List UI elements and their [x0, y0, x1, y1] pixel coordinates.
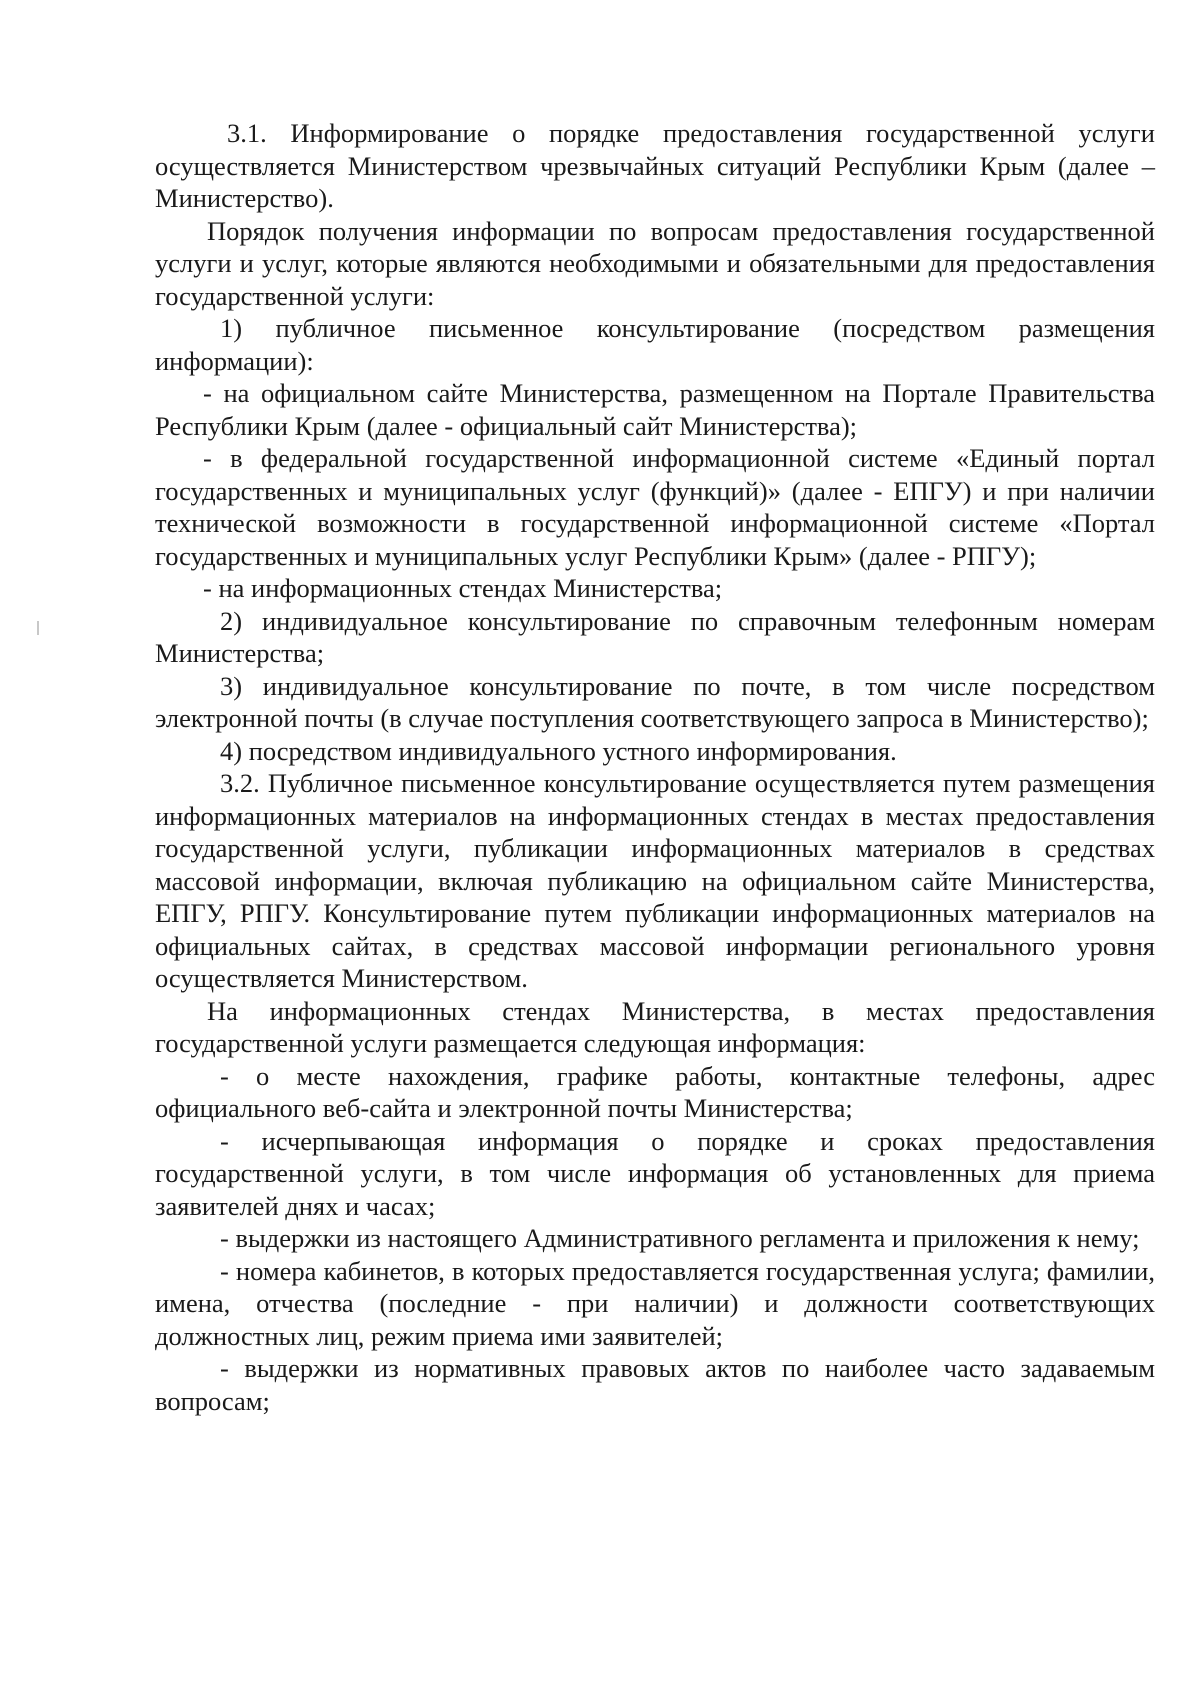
- paragraph-stands-info: На информационных стендах Министерства, в местах предоставления государственной услуги размещается следующая информация:: [155, 995, 1155, 1058]
- list-item-stands: - на информационных стендах Министерства;: [203, 573, 723, 603]
- list-item-procedure-terms: - исчерпывающая информация о порядке и сроках предоставления государственной услуги, в том числе информация об установленных для приема заявителей днях и часах;: [155, 1125, 1155, 1221]
- list-item-location: - о месте нахождения, графике работы, контактные телефоны, адрес официального веб-сайта и электронной почты Министерства;: [155, 1060, 1155, 1123]
- list-item-official-site: - на официальном сайте Министерства, размещенном на Портале Правительства Республики Крым (далее - официальный сайт Министерства);: [155, 378, 1155, 441]
- document-page: [155, 117, 1155, 1417]
- list-item-1: 1) публичное письменное консультирование (посредством размещения информации):: [155, 313, 1155, 376]
- list-item-rooms: - номера кабинетов, в которых предоставляется государственная услуга; фамилии, имена, отчества (последние - при наличии) и должности соответствующих должностных лиц, режим приема ими заявителей;: [155, 1255, 1155, 1351]
- paragraph-3-1: 3.1. Информирование о порядке предоставления государственной услуги осуществляется Министерством чрезвычайных ситуаций Республики Крым (далее – Министерство).: [155, 118, 1155, 213]
- list-item-3: 3) индивидуальное консультирование по почте, в том числе посредством электронной почты (в случае поступления соответствующего запроса в Министерство);: [155, 670, 1155, 733]
- paragraph-3-2: 3.2. Публичное письменное консультирование осуществляется путем размещения информационных материалов на информационных стендах в местах предоставления государственной услуги, публикации информационных материалов в средствах массовой информации, включая публикацию на официальном сайте Министерства, ЕПГУ, РПГУ. Консультирование путем публикации информационных материалов на официальных сайтах, в средствах массовой информации регионального уровня осуществляется Министерством.: [155, 768, 1155, 993]
- list-item-4: 4) посредством индивидуального устного информирования.: [220, 735, 897, 766]
- list-item-legal-extracts: - выдержки из нормативных правовых актов по наиболее часто задаваемым вопросам;: [155, 1353, 1155, 1416]
- list-item-regulation-extracts: - выдержки из настоящего Административного регламента и приложения к нему;: [220, 1223, 1140, 1253]
- list-item-2: 2) индивидуальное консультирование по справочным телефонным номерам Министерства;: [155, 605, 1155, 668]
- paragraph-procedure: Порядок получения информации по вопросам предоставления государственной услуги и услуг, которые являются необходимыми и обязательными для предоставления государственной услуги:: [155, 215, 1155, 311]
- list-item-epgu: - в федеральной государственной информационной системе «Единый портал государственных и муниципальных услуг (функций)» (далее - ЕПГУ) и при наличии технической возможности в государственной информационной системе «Портал государственных и муниципальных услуг Республики Крым» (далее - РПГУ);: [155, 443, 1155, 571]
- scan-artifact-mark: [37, 621, 39, 635]
